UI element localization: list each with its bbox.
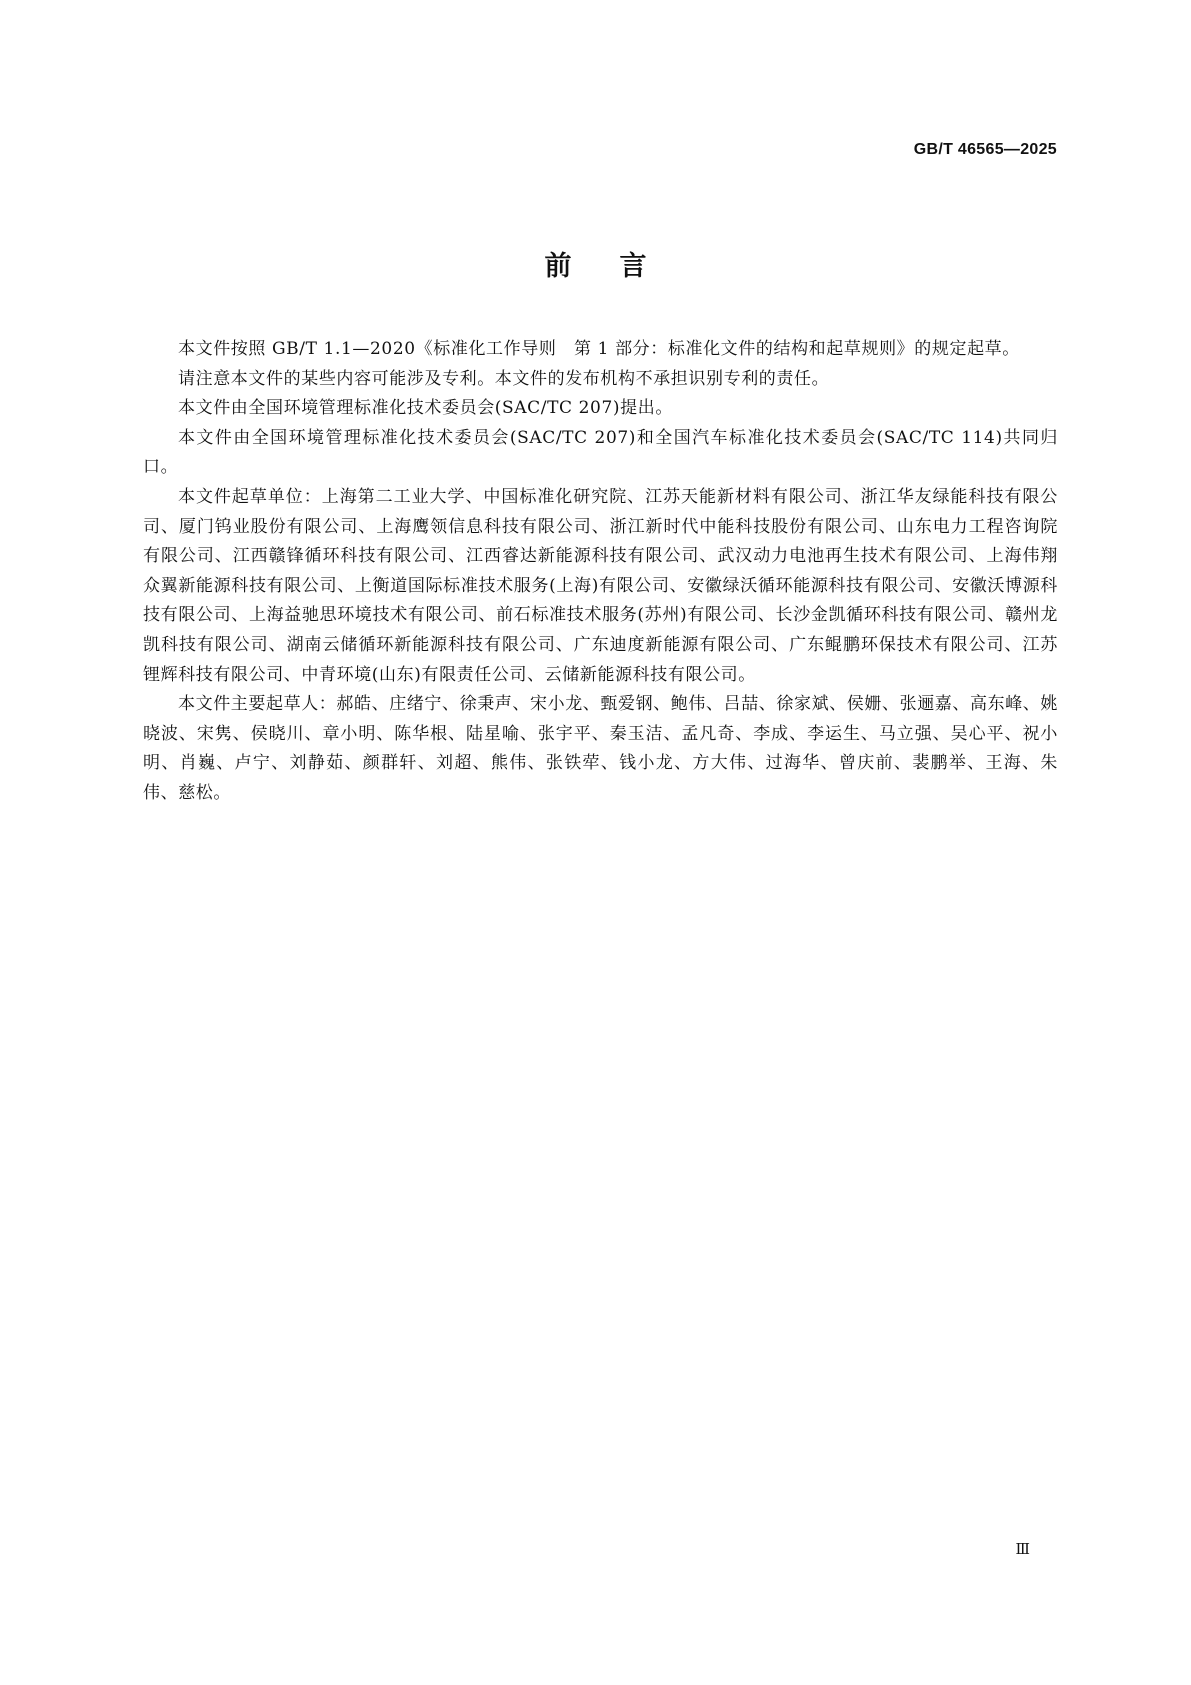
paragraph-patent-notice: 请注意本文件的某些内容可能涉及专利。本文件的发布机构不承担识别专利的责任。: [178, 368, 830, 389]
page-number: Ⅲ: [1015, 1542, 1030, 1558]
paragraph-drafting-units: 本文件起草单位：上海第二工业大学、中国标准化研究院、江苏天能新材料有限公司、浙江华友绿能科技有限公司、厦门钨业股份有限公司、上海鹰领信息科技有限公司、浙江新时代中能科技股份有限公司、山东电力工程咨询院有限公司、江西赣锋循环科技有限公司、江西睿达新能源科技有限公司、武汉动力电池再生技术有限公司、上海伟翔众翼新能源科技有限公司、上衡道国际标准技术服务(上海)有限公司、安徽绿沃循环能源科技有限公司、安徽沃博源科技有限公司、上海益驰思环境技术有限公司、前石标准技术服务(苏州)有限公司、长沙金凯循环科技有限公司、赣州龙凯科技有限公司、湖南云储循环新能源科技有限公司、广东迪度新能源有限公司、广东鲲鹏环保技术有限公司、江苏锂辉科技有限公司、中青环境(山东)有限责任公司、云储新能源科技有限公司。: [143, 486, 1058, 685]
paragraph-proposer: 本文件由全国环境管理标准化技术委员会(SAC/TC 207)提出。: [178, 398, 673, 419]
page-title: 前言: [544, 251, 695, 282]
standard-number: GB/T 46565—2025: [913, 141, 1057, 158]
paragraph-drafters: 本文件主要起草人：郝皓、庄绪宁、徐秉声、宋小龙、甄爱钢、鲍伟、吕喆、徐家斌、侯姗、张逦嘉、高东峰、姚晓波、宋隽、侯晓川、章小明、陈华根、陆星喻、张宇平、秦玉洁、孟凡奇、李成、李运生、马立强、吴心平、祝小明、肖巍、卢宁、刘静茹、颜群轩、刘超、熊伟、张铁荦、钱小龙、方大伟、过海华、曾庆前、裴鹏举、王海、朱伟、慈松。: [143, 694, 1058, 803]
paragraph-drafting-rules: 本文件按照 GB/T 1.1—2020《标准化工作导则 第 1 部分：标准化文件的结构和起草规则》的规定起草。: [178, 339, 1020, 359]
paragraph-administrator: 本文件由全国环境管理标准化技术委员会(SAC/TC 207)和全国汽车标准化技术委员会(SAC/TC 114)共同归口。: [143, 427, 1058, 478]
foreword-body: [143, 335, 1058, 809]
